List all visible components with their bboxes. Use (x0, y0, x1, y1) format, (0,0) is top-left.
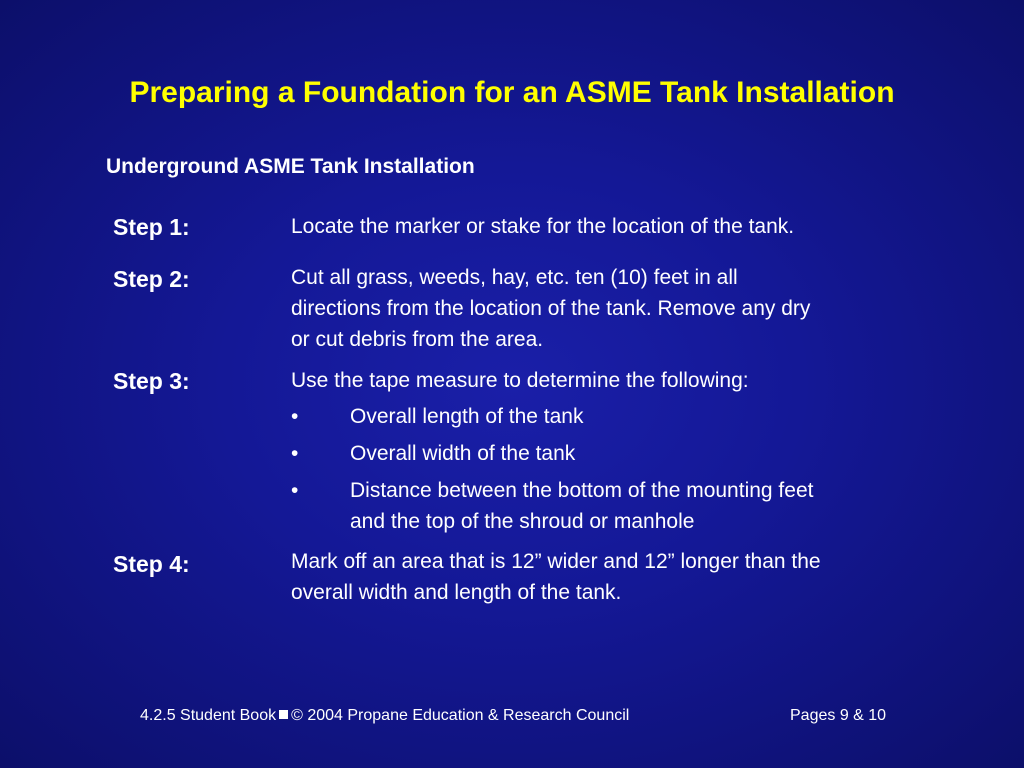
bullet-marker: • (291, 479, 299, 502)
slide-subtitle: Underground ASME Tank Installation (106, 155, 475, 178)
step-2-line: Cut all grass, weeds, hay, etc. ten (10) feet in all (291, 266, 738, 289)
step-4-line: Mark off an area that is 12” wider and 12” longer than the (291, 550, 821, 573)
slide-title: Preparing a Foundation for an ASME Tank Installation (129, 76, 895, 109)
footer-book-label: 4.2.5 Student Book (140, 707, 277, 724)
footer-pages: Pages 9 & 10 (790, 707, 887, 724)
step-2-line: directions from the location of the tank. Remove any dry (291, 297, 811, 320)
bullet-marker: • (291, 405, 299, 428)
step-2-line: or cut debris from the area. (291, 328, 544, 351)
footer-left (140, 707, 629, 725)
step-1-text: Locate the marker or stake for the location of the tank. (291, 215, 795, 238)
bullet-text: Overall width of the tank (350, 442, 576, 465)
step-4-label: Step 4: (113, 551, 190, 577)
step-4-line: overall width and length of the tank. (291, 581, 622, 604)
step-3-text: Use the tape measure to determine the following: (291, 369, 749, 392)
bullet-text (350, 475, 940, 537)
step-3-label: Step 3: (113, 368, 190, 394)
bullet-line: and the top of the shroud or manhole (350, 510, 695, 533)
square-bullet-icon (279, 710, 288, 719)
step-4-text (291, 546, 951, 608)
step-2-text (291, 262, 951, 355)
bullet-marker: • (291, 442, 299, 465)
bullet-text: Overall length of the tank (350, 405, 584, 428)
step-1-label: Step 1: (113, 214, 190, 240)
bullet-line: Distance between the bottom of the mounting feet (350, 479, 814, 502)
step-2-label: Step 2: (113, 266, 190, 292)
footer-copyright: © 2004 Propane Education & Research Council (291, 707, 630, 724)
